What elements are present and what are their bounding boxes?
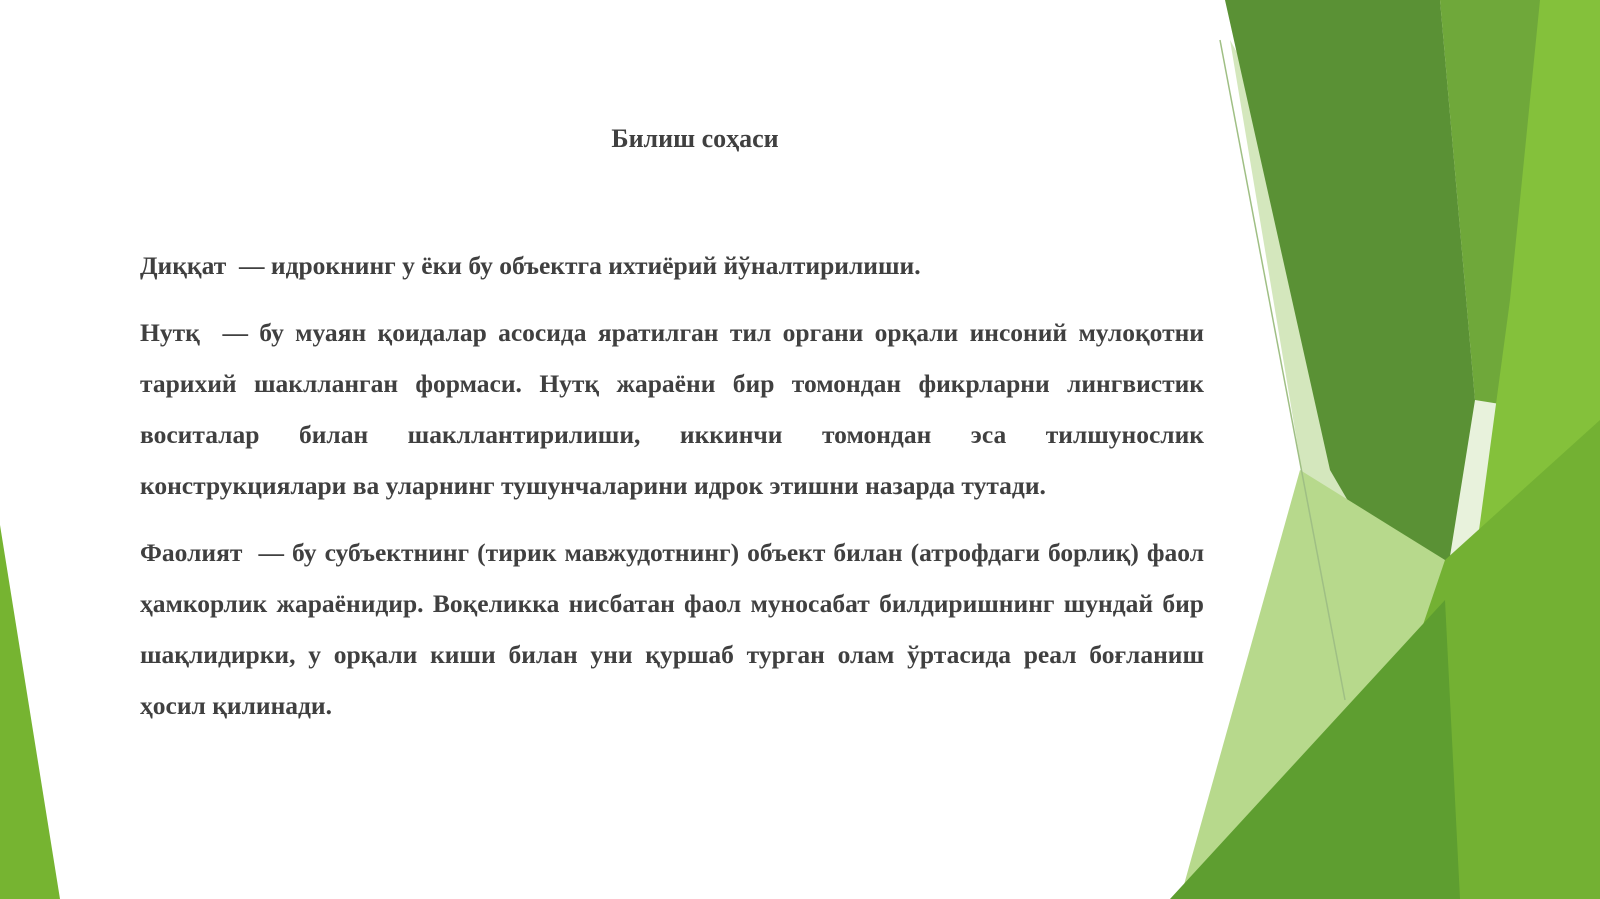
definition-activity: — бу субъектнинг (тирик мавжудотнинг) объект билан (атрофдаги борлиқ) фаол ҳамкорлик жараёнидир. Воқеликка нисбатан фаол муносабат билдиришнинг шундай бир шақлидирки, у орқали киши билан уни қуршаб турган олам ўртасида реал боғланиш ҳосил қилинади. — [140, 538, 1205, 720]
left-green-facet — [0, 525, 60, 899]
term-attention: Диққат — [140, 251, 239, 280]
paragraph-speech — [140, 307, 1204, 511]
term-activity: Фаолият — [140, 538, 259, 567]
slide-content — [140, 240, 1204, 747]
paragraph-activity — [140, 527, 1204, 731]
paragraph-attention — [140, 240, 1204, 291]
slide-title: Билиш соҳаси — [611, 124, 779, 153]
definition-speech: — бу муаян қоидалар асосида яратилган тил органи орқали инсоний мулоқотни тарихий шаклланган формаси. Нутқ жараёни бир томондан фикрларни лингвистик воситалар билан шакллантирилиши, иккинчи томондан эса тилшунослик конструкциялари ва уларнинг тушунчаларини идрок этишни назарда тутади. — [140, 318, 1204, 500]
term-speech: Нутқ — [140, 318, 223, 347]
definition-attention: — идрокнинг у ёки бу объектга ихтиёрий йўналтирилиши. — [239, 251, 921, 280]
